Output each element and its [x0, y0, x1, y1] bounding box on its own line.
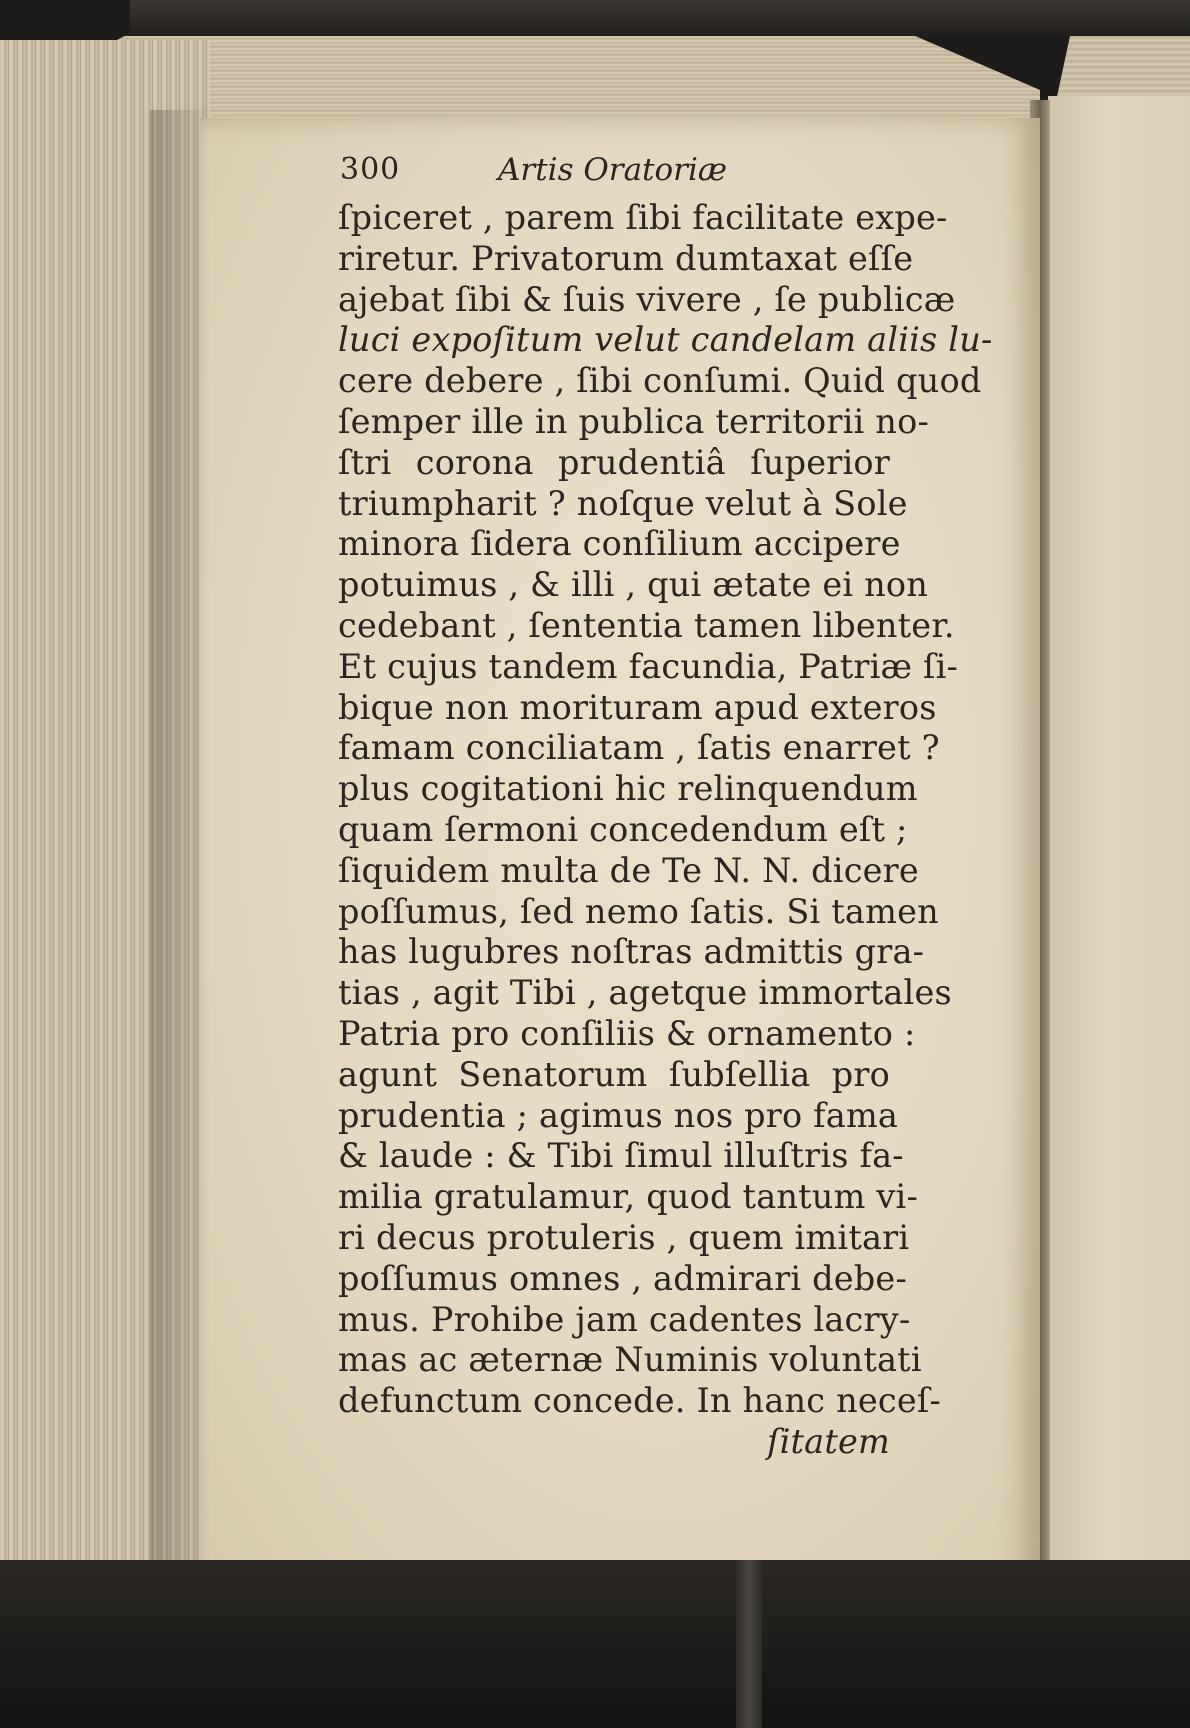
- background-surface: [0, 1560, 1190, 1728]
- text-line: poſſumus omnes , admirari debe-: [338, 1258, 907, 1298]
- text-line: riretur. Privatorum dumtaxat eſſe: [338, 238, 914, 278]
- text-line: tias , agit Tibi , agetque immortales: [338, 973, 952, 1013]
- page-text: [338, 150, 993, 1463]
- text-line: plus cogitationi hic relinquendum: [338, 769, 918, 809]
- text-line: ſiquidem multa de Te N. N. dicere: [338, 850, 919, 890]
- page-number: 300: [340, 152, 401, 187]
- text-line: ri decus protuleris , quem imitari: [338, 1217, 910, 1257]
- running-head-title: Artis Oratoriæ: [498, 152, 728, 188]
- text-line: cedebant , ſententia tamen libenter.: [338, 605, 955, 645]
- text-line: mus. Prohibe jam cadentes lacry-: [338, 1299, 911, 1339]
- text-line: ajebat ſibi & ſuis vivere , ſe publicæ: [338, 279, 956, 319]
- text-line: mas ac æternæ Numinis voluntati: [338, 1340, 922, 1380]
- running-head: [338, 150, 890, 198]
- text-line: potuimus , & illi , qui ætate ei non: [338, 565, 929, 605]
- text-line: quam ſermoni concedendum eſt ;: [338, 809, 908, 849]
- text-line: prudentia ; agimus nos pro fama: [338, 1095, 899, 1135]
- facing-page: [1048, 96, 1190, 1580]
- text-line: milia gratulamur, quod tantum vi-: [338, 1177, 918, 1217]
- text-line: luci expoſitum velut candelam aliis lu-: [338, 320, 993, 360]
- text-line: has lugubres noſtras admittis gra-: [338, 932, 925, 972]
- text-line: ſpiceret , parem ſibi facilitate expe-: [338, 198, 948, 237]
- text-line: ſemper ille in publica territorii no-: [338, 401, 929, 441]
- text-line: poſſumus, ſed nemo ſatis. Si tamen: [338, 891, 939, 931]
- book-cover-top: [130, 0, 1190, 36]
- text-line: & laude : & Tibi ſimul illuſtris fa-: [338, 1136, 904, 1176]
- text-line: cere debere , ſibi conſumi. Quid quod: [338, 361, 982, 401]
- text-line: famam conciliatam , ſatis enarret ?: [338, 728, 940, 768]
- catchword: ſitatem: [766, 1421, 890, 1461]
- text-line: Patria pro conſiliis & ornamento :: [338, 1013, 916, 1053]
- bookmark-ribbon: [736, 1560, 762, 1728]
- text-line: bique non morituram apud exteros: [338, 687, 937, 727]
- text-line: triumpharit ? noſque velut à Sole: [338, 483, 908, 523]
- text-line: minora ſidera conſilium accipere: [338, 524, 901, 564]
- text-line: Et cujus tandem facundia, Patriæ ſi-: [338, 646, 959, 686]
- text-line: defunctum concede. In hanc neceſ-: [338, 1381, 941, 1421]
- page-shadow: [150, 110, 210, 1570]
- text-line: agunt Senatorum ſubſellia pro: [338, 1054, 890, 1094]
- text-line: ſtri corona prudentiâ ſuperior: [338, 442, 890, 482]
